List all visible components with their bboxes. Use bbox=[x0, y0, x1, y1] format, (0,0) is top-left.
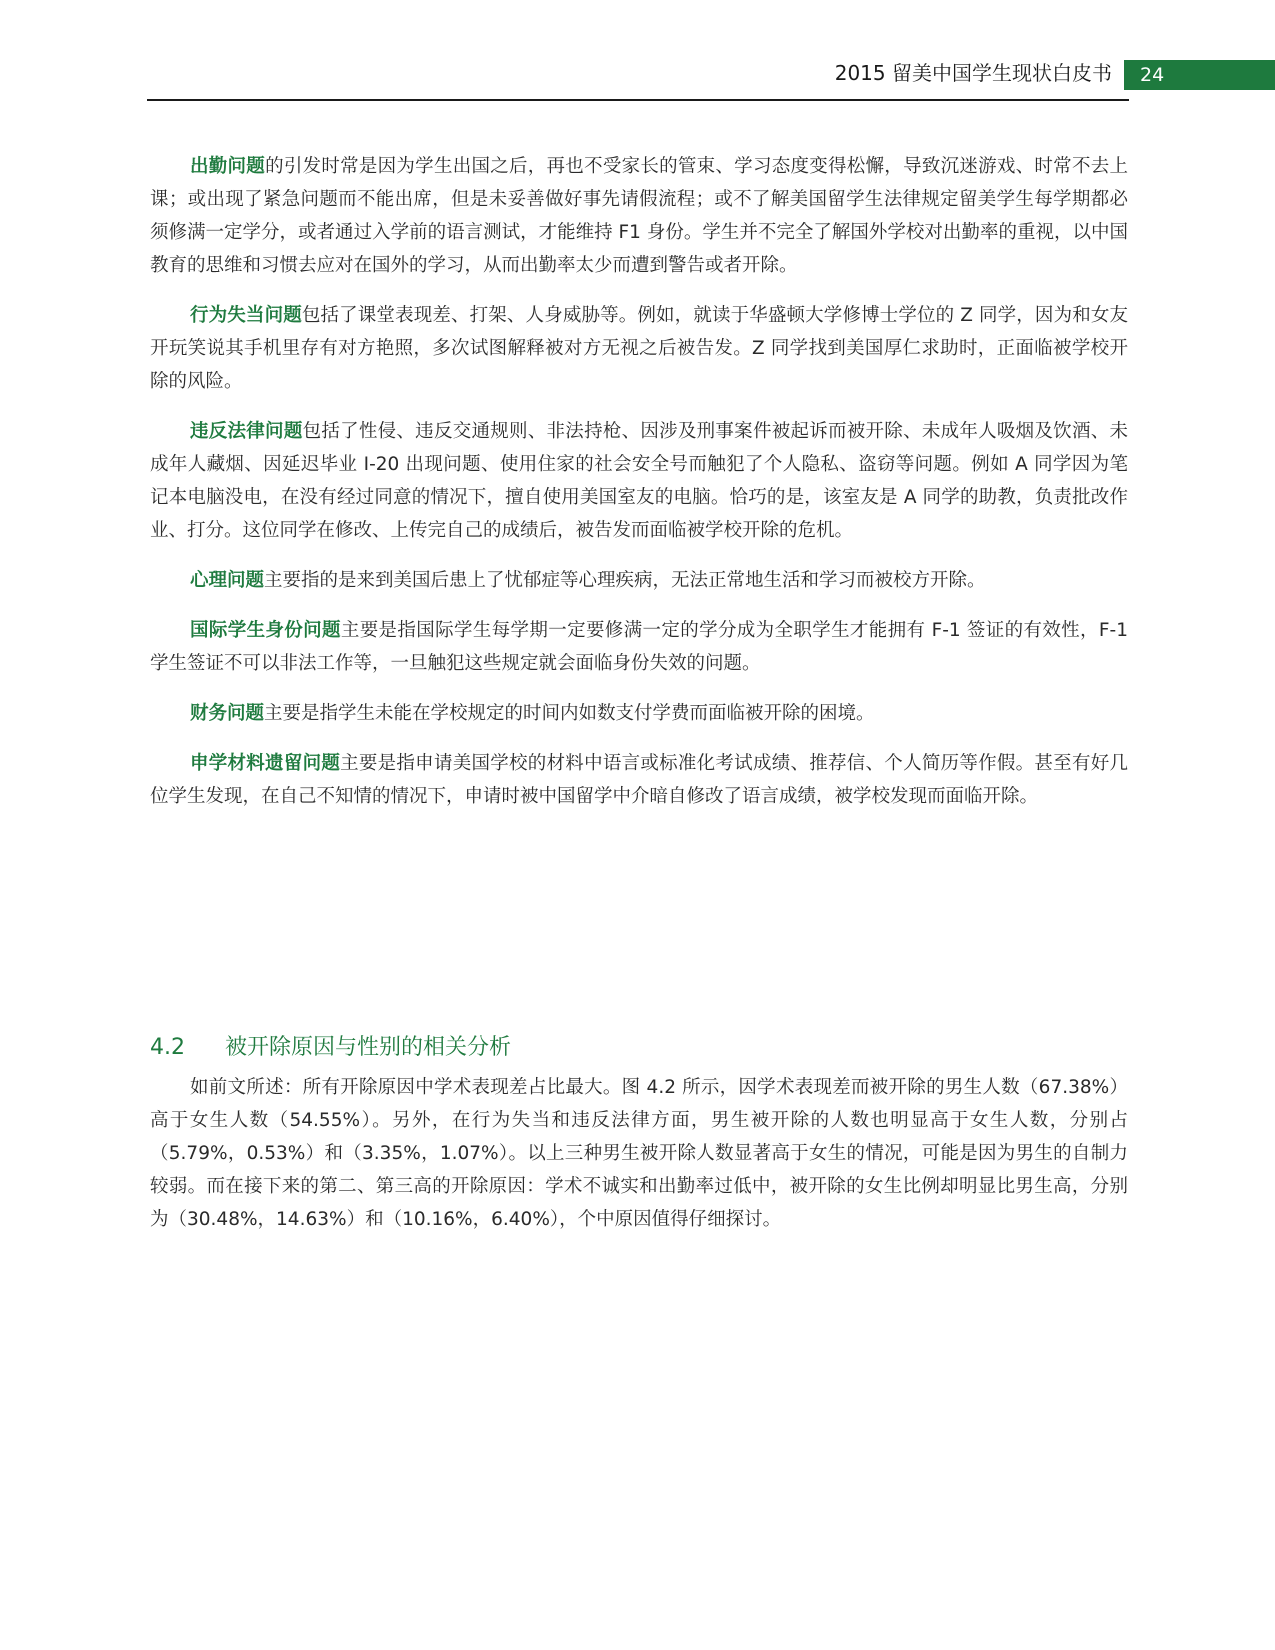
paragraph-application bbox=[150, 747, 1128, 813]
paragraph-legal bbox=[150, 415, 1128, 547]
paragraph-finance bbox=[150, 697, 1128, 730]
section-paragraph: 如前文所述：所有开除原因中学术表现差占比最大。图 4.2 所示，因学术表现差而被开除的男生人数（67.38%）高于女生人数（54.55%）。另外，在行为失当和违反法律方面，男生被开除的人数也明显高于女生人数，分别占（5.79%，0.53%）和（3.35%，1.07%）。以上三种男生被开除人数显著高于女生的情况，可能是因为男生的自制力较弱。而在接下来的第二、第三高的开除原因：学术不诚实和出勤率过低中，被开除的女生比例却明显比男生高，分别为（30.48%，14.63%）和（10.16%，6.40%），个中原因值得仔细探讨。 bbox=[150, 1077, 1128, 1230]
paragraph-text: 包括了课堂表现差、打架、人身威胁等。例如，就读于华盛顿大学修博士学位的 Z 同学，因为和女友开玩笑说其手机里存有对方艳照，多次试图解释被对方无视之后被告发。Z 同学找到美国厚仁求助时，正面临被学校开除的风险。 bbox=[150, 305, 1128, 392]
section-heading bbox=[150, 1033, 1128, 1063]
paragraph-status bbox=[150, 614, 1128, 680]
document-title: 2015 留美中国学生现状白皮书 bbox=[834, 61, 1112, 85]
page-number-badge: 24 bbox=[1124, 60, 1275, 90]
section-4-2 bbox=[150, 1033, 1128, 1253]
paragraph-attendance bbox=[150, 150, 1128, 282]
paragraph-text: 主要指的是来到美国后患上了忧郁症等心理疾病，无法正常地生活和学习而被校方开除。 bbox=[264, 570, 986, 591]
keyword-mental: 心理问题 bbox=[190, 570, 265, 591]
header-divider bbox=[147, 99, 1129, 101]
keyword-status: 国际学生身份问题 bbox=[190, 620, 341, 641]
keyword-misconduct: 行为失当问题 bbox=[190, 305, 302, 326]
paragraph-text: 的引发时常是因为学生出国之后，再也不受家长的管束、学习态度变得松懈，导致沉迷游戏、时常不去上课；或出现了紧急问题而不能出席，但是未妥善做好事先请假流程；或不了解美国留学生法律规定留美学生每学期都必须修满一定学分，或者通过入学前的语言测试，才能维持 F1 身份。学生并不完全了解国外学校对出勤率的重视，以中国教育的思维和习惯去应对在国外的学习，从而出勤率太少而遭到警告或者开除。 bbox=[150, 156, 1128, 276]
paragraph-mental bbox=[150, 564, 1128, 597]
keyword-finance: 财务问题 bbox=[190, 703, 265, 724]
paragraph-text: 主要是指申请美国学校的材料中语言或标准化考试成绩、推荐信、个人简历等作假。甚至有好几位学生发现，在自己不知情的情况下，申请时被中国留学中介暗自修改了语言成绩，被学校发现而面临开除。 bbox=[150, 753, 1128, 807]
keyword-legal: 违反法律问题 bbox=[190, 421, 303, 442]
section-title: 被开除原因与性别的相关分析 bbox=[225, 1035, 512, 1060]
keyword-application: 申学材料遗留问题 bbox=[190, 753, 341, 774]
keyword-attendance: 出勤问题 bbox=[190, 156, 266, 177]
paragraph-misconduct bbox=[150, 299, 1128, 398]
paragraph-text: 包括了性侵、违反交通规则、非法持枪、因涉及刑事案件被起诉而被开除、未成年人吸烟及饮酒、未成年人藏烟、因延迟毕业 I-20 出现问题、使用住家的社会安全号而触犯了个人隐私、盗窃等问题。例如 A 同学因为笔记本电脑没电，在没有经过同意的情况下，擅自使用美国室友的电脑。恰巧的是，该室友是 A 同学的助教，负责批改作业、打分。这位同学在修改、上传完自己的成绩后，被告发而面临被学校开除的危机。 bbox=[150, 421, 1128, 541]
paragraph-text: 主要是指学生未能在学校规定的时间内如数支付学费而面临被开除的困境。 bbox=[264, 703, 875, 724]
paragraph-text: 主要是指国际学生每学期一定要修满一定的学分成为全职学生才能拥有 F-1 签证的有效性，F-1 学生签证不可以非法工作等，一旦触犯这些规定就会面临身份失效的问题。 bbox=[150, 620, 1128, 674]
body-text bbox=[150, 150, 1128, 830]
section-number: 4.2 bbox=[150, 1035, 185, 1060]
